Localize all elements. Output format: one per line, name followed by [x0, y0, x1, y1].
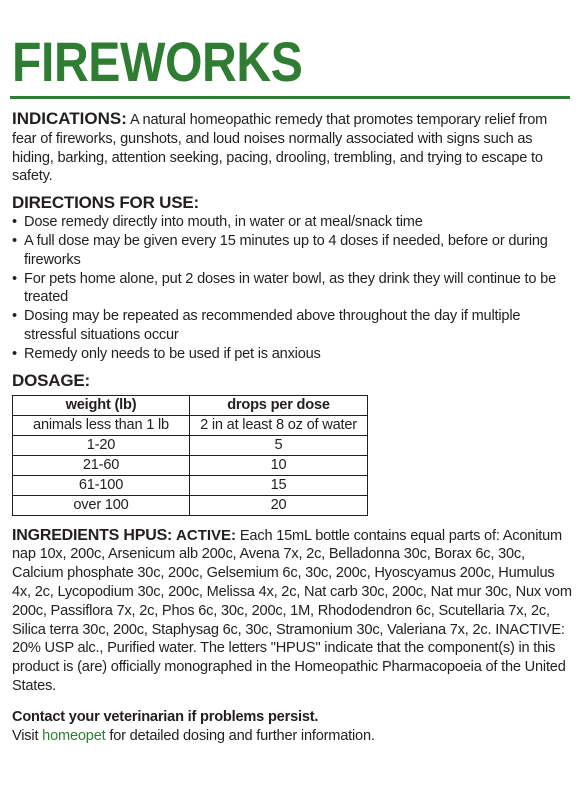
list-item: • Dosing may be repeated as recommended above throughout the day if multiple stressful situations occur — [12, 307, 572, 345]
homeopet-link[interactable]: homeopet — [42, 727, 106, 744]
directions-list — [12, 213, 572, 363]
table-row — [13, 455, 368, 475]
table-cell: 2 in at least 8 oz of water — [190, 415, 368, 435]
indications-text: A natural homeopathic remedy that promotes temporary relief from fear of fireworks, gunshots, and loud noises normally associated with signs such as hiding, barking, attention seeking, pacing, drooling, trembling, and trying to escape to safety. — [12, 112, 548, 185]
visit-line — [12, 727, 572, 746]
directions-heading: DIRECTIONS FOR USE: — [12, 193, 199, 213]
label-content — [12, 110, 572, 745]
table-cell: 15 — [190, 475, 368, 495]
table-cell: 5 — [190, 435, 368, 455]
table-cell: 10 — [190, 455, 368, 475]
table-cell: 61-100 — [13, 475, 190, 495]
visit-suffix: for detailed dosing and further information. — [109, 727, 375, 744]
list-item: • A full dose may be given every 15 minutes up to 4 doses if needed, before or during fireworks — [12, 232, 572, 270]
product-title: FIREWORKS — [12, 30, 303, 93]
column-header-weight: weight (lb) — [13, 395, 190, 415]
table-cell: animals less than 1 lb — [13, 415, 190, 435]
table-row — [13, 415, 368, 435]
table-cell: 21-60 — [13, 455, 190, 475]
indications-label: INDICATIONS: — [12, 109, 127, 128]
table-row — [13, 495, 368, 515]
table-row — [13, 475, 368, 495]
ingredients-label: INGREDIENTS HPUS: — [12, 526, 173, 544]
title-divider — [10, 96, 570, 99]
table-row — [13, 435, 368, 455]
active-label: ACTIVE: — [176, 526, 237, 544]
indications-section — [12, 110, 572, 186]
column-header-drops: drops per dose — [190, 395, 368, 415]
table-cell: 1-20 — [13, 435, 190, 455]
list-item: • Remedy only needs to be used if pet is anxious — [12, 345, 572, 364]
list-item: • For pets home alone, put 2 doses in water bowl, as they drink they will continue to be treated — [12, 270, 572, 308]
dosage-table — [12, 395, 368, 516]
dosage-heading: DOSAGE: — [12, 370, 90, 390]
list-item: • Dose remedy directly into mouth, in water or at meal/snack time — [12, 213, 572, 232]
table-cell: over 100 — [13, 495, 190, 515]
visit-prefix: Visit — [12, 727, 39, 744]
table-header-row — [13, 395, 368, 415]
contact-vet-notice: Contact your veterinarian if problems persist. — [12, 708, 319, 725]
active-ingredients-text: Each 15mL bottle contains equal parts of: Aconitum nap 10x, 200c, Arsenicum alb 200c, Avena 7x, 2c, Belladonna 30c, Borax 6c, 30c, Calcium phosphate 30c, 200c, Gelsemium 6c, 30c, 200c, Hyoscyamus 200c, Humulus 4x, 2c, Lycopodium 30c, 200c, Melissa 4x, 2c, Nat carb 30c, 200c, Nat mur 30c, Nux vom 200c, Passiflora 7x, 2c, Phos 6c, 30c, 200c, 1M, Rhododendron 6c, Scutellaria 7x, 2c, Silica terra 30c, 200c, Staphysag 6c, 30c, Stramonium 30c, Valeriana 7x, 2c. — [12, 527, 572, 638]
table-cell: 20 — [190, 495, 368, 515]
inactive-ingredients-text: INACTIVE: 20% USP alc., Purified water. The letters "HPUS" indicate that the component(s) in this product is (are) officially monographed in the Homeopathic Pharmacopoeia of the United States. — [12, 621, 566, 694]
ingredients-section — [12, 527, 572, 696]
